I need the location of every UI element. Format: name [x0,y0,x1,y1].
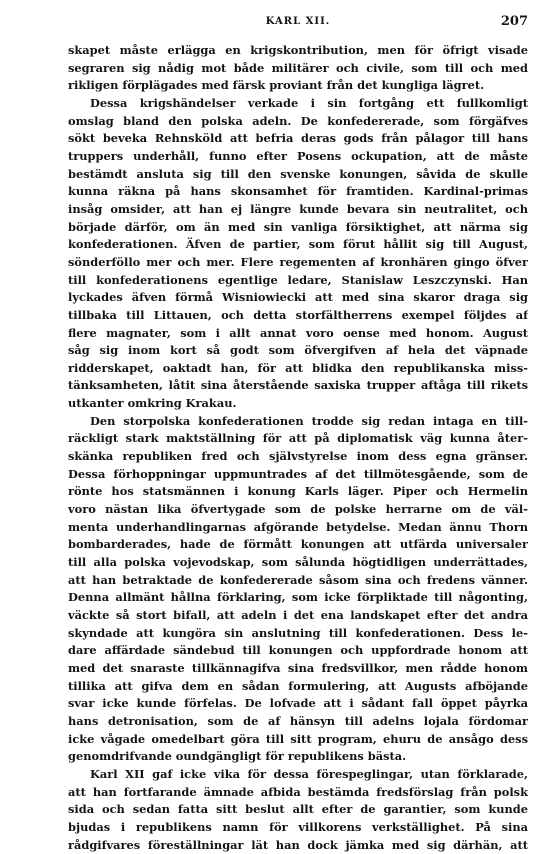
text-line: skapet måste erlägga en krigskontribution, men för öfrigt visade [68,43,528,57]
text-line: började därför, om än med sin vanliga försiktighet, att närma sig [68,219,528,234]
text-line: till konfederationens egentlige ledare, Stanislaw Leszczynski. Han [68,272,528,287]
text-line: bombarderades, hade de förmått konungen att utfärda universaler [68,537,528,552]
text-line: Karl XII gaf icke vika för dessa förespeglingar, utan förklarade, [90,766,528,781]
text-line: rikligen förplägades med färsk proviant från det kungliga lägret. [68,78,485,93]
text-line: räckligt stark maktställning för att på diplomatisk väg kunna åter- [68,431,528,446]
text-line: svar icke kunde förfelas. De lofvade att i sådant fall öppet påyrka [68,696,528,711]
text-line: genomdrifvande oundgängligt för republikens bästa. [68,749,407,764]
text-line: sönderföllo mer och mer. Flere regementen af kronhären gingo öfver [68,254,528,269]
text-line: icke vågade omedelbart göra till sitt program, ehuru de ansågo dess [68,731,528,746]
page-number: 207 [500,14,528,29]
text-line: menta underhandlingarnas afgörande betydelse. Medan ännu Thorn [68,519,528,534]
text-line: Denna allmänt hållna förklaring, som icke förpliktade till någonting, [68,590,528,605]
text-line: insåg omsider, att han ej längre kunde bevara sin neutralitet, och [68,201,528,216]
text-line: utkanter omkring Krakau. [68,396,237,411]
body-text [68,42,528,854]
text-line: kunna räkna på hans skonsamhet för framtiden. Kardinal-primas [68,184,528,199]
text-line: tänksamheten, låtit sina återstående saxiska trupper aftåga till rikets [68,378,528,393]
text-line: skänka republiken fred och självstyrelse inom dess egna gränser. [68,449,528,464]
text-line: sökt beveka Rehnsköld att befria deras gods från pålagor till hans [68,131,528,146]
text-line: ridderskapet, oaktadt han, för att blidka den republikanska miss- [68,360,528,375]
text-line: tillika att gifva dem en sådan formulering, att Augusts afböjande [68,678,528,693]
text-line: truppers underhåll, funno efter Posens ockupation, att de måste [68,148,528,163]
text-line: skyndade att kungöra sin anslutning till konfederationen. Dess le- [68,625,528,640]
text-line: dare affärdade sändebud till konungen och uppfordrade honom att [68,643,528,658]
text-line: Den storpolska konfederationen trodde sig redan intaga en till- [90,413,528,428]
text-line: flere magnater, som i allt annat voro oense med honom. August [68,325,528,340]
text-line: Dessa krigshändelser verkade i sin fortgång ett fullkomligt [90,95,528,110]
text-line: sida och sedan fatta sitt beslut allt efter de garantier, som kunde [68,802,528,817]
text-line: voro nästan lika öfvertygade som de polske herrarne om de väl- [68,502,528,517]
text-line: lyckades äfven förmå Wisniowiecki att med sina skaror draga sig [68,290,528,305]
text-line: segraren sig nådig mot både militärer och civile, som till och med [68,60,528,75]
text-line: att han betraktade de konfedererade såsom sina och fredens vänner. [68,572,528,587]
text-line: Dessa förhoppningar uppmuntrades af det tillmötesgående, som de [68,466,528,481]
running-title: KARL XII. [265,16,331,27]
running-head [68,14,528,30]
text-line: konfederationen. Äfven de partier, som förut hållit sig till August, [68,237,528,252]
text-line: bestämdt ansluta sig till den svenske konungen, såvida de skulle [68,166,528,181]
text-line: hans detronisation, som de af hänsyn till adelns lojala fördomar [68,713,528,728]
text-line: till alla polska vojevodskap, som sålunda högtidligen underrättades, [68,555,528,570]
text-line: rådgifvares föreställningar lät han dock jämka med sig därhän, att [68,837,528,852]
text-line: rönte hos statsmännen i konung Karls läger. Piper och Hermelin [68,484,528,499]
text-line: väckte så stort bifall, att adeln i det ena landskapet efter det andra [68,608,528,622]
text-line: såg sig inom kort så godt som öfvergifven af hela det väpnade [68,343,528,358]
text-line: bjudas i republikens namn för villkorens verkställighet. På sina [68,819,528,834]
text-line: omslag bland den polska adeln. De konfedererade, som förgäfves [68,113,528,128]
text-line: med det snaraste tillkännagifva sina fredsvillkor, men rådde honom [68,660,528,675]
text-line: tillbaka till Littauen, och detta storfältherrens exempel följdes af [68,307,528,322]
text-line: att han fortfarande ämnade afbida bestämda fredsförslag från polsk [68,784,528,799]
